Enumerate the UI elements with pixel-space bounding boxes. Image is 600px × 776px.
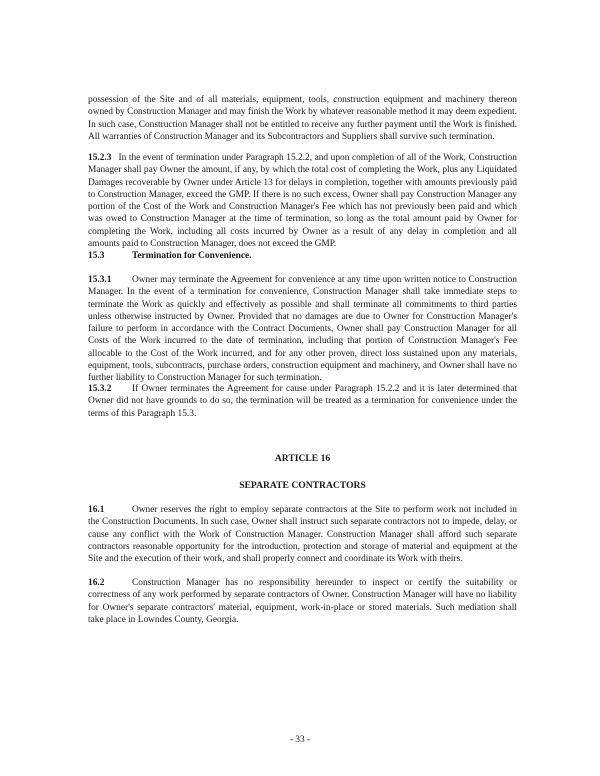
paragraph-16-2 — [88, 577, 517, 626]
paragraph-text: Owner reserves the right to employ separate contractors at the Site to perform work not included in the Construction Documents. In such case, Owner shall instruct such separate contractors not to impede, delay, or cause any conflict with the Work of Construction Manager. Construction Manager shall afford such separate contractors reasonable opportunity for the introduction, protection and storage of material and equipment at the Site and the execution of their work, and shall properly connect and coordinate its Work with theirs. — [88, 505, 517, 565]
paragraph-number: 16.1 — [88, 505, 105, 515]
paragraph-number: 15.2.3 — [88, 153, 112, 163]
article-heading: ARTICLE 16 — [274, 453, 331, 464]
paragraph-16-1 — [88, 504, 517, 565]
section-number: 15.3 — [88, 251, 105, 261]
section-heading-15-3 — [88, 250, 517, 262]
paragraph-15-3-1 — [88, 274, 517, 385]
article-title: SEPARATE CONTRACTORS — [239, 480, 366, 491]
paragraph-text: If Owner terminates the Agreement for cause under Paragraph 15.2.2 and it is later determined that Owner did not have grounds to do so, the termination will be treated as a termination for convenience under the terms of this Paragraph 15.3. — [88, 384, 517, 419]
paragraph-number: 16.2 — [88, 578, 105, 588]
paragraph-number: 15.3.1 — [88, 275, 112, 285]
paragraph-text: In the event of termination under Paragraph 15.2.2, and upon completion of all of the Work, Construction Manager shall pay Owner the amount, if any, by which the total cost of completing the Work, plus any Liquidated Damages recoverable by Owner under Article 13 for delays in completion, together with amounts previously paid to Construction Manager, exceed the GMP. If there is no such excess, Owner shall pay Construction Manager any portion of the Cost of the Work and Construction Manager's Fee which has not previously been paid and which was owed to Construction Manager at the time of termination, so long as the total amount paid by Owner for completing the Work, including all costs incurred by Owner as a result of any delay in completion and all amounts paid to Construction Manager, does not exceed the GMP. — [88, 153, 517, 250]
paragraph-text: Owner may terminate the Agreement for convenience at any time upon written notice to Construction Manager. In the event of a termination for convenience, Construction Manager shall take immediate steps to terminate the Work as quickly and effectively as possible and shall terminate all commitments to third parties unless otherwise instructed by Owner. Provided that no damages are due to Owner for Construction Manager's failure to perform in accordance with the Contract Documents, Owner shall pay Construction Manager for all Costs of the Work incurred to the date of termination, including that portion of Construction Manager's Fee allocable to the Cost of the Work incurred, and for any other proven, direct loss sustained upon any materials, equipment, tools, subcontracts, purchase orders, construction equipment and machinery, and Owner shall have no further liability to Construction Manager for such termination. — [88, 275, 517, 384]
paragraph-15-2-3 — [88, 152, 517, 250]
paragraph-text: possession of the Site and of all materials, equipment, tools, construction equipment and machinery thereon owned by Construction Manager and may finish the Work by whatever reasonable method it may deem expedient. In such case, Construction Manager shall not be entitled to receive any further payment until the Work is finished. All warranties of Construction Manager and its Subcontractors and Suppliers shall survive such termination. — [88, 95, 517, 142]
paragraph-text: Construction Manager has no responsibility hereunder to inspect or certify the suitability or correctness of any work performed by separate contractors of Owner. Construction Manager will have no liability for Owner's separate contractors' material, equipment, work-in-place or stored materials. Such mediation shall take place in Lowndes County, Georgia. — [88, 578, 517, 625]
paragraph-continuation — [88, 94, 517, 143]
paragraph-number: 15.3.2 — [88, 384, 112, 394]
section-title: Termination for Convenience. — [132, 251, 252, 261]
paragraph-15-3-2 — [88, 383, 517, 420]
page-number: - 33 - — [289, 735, 311, 745]
